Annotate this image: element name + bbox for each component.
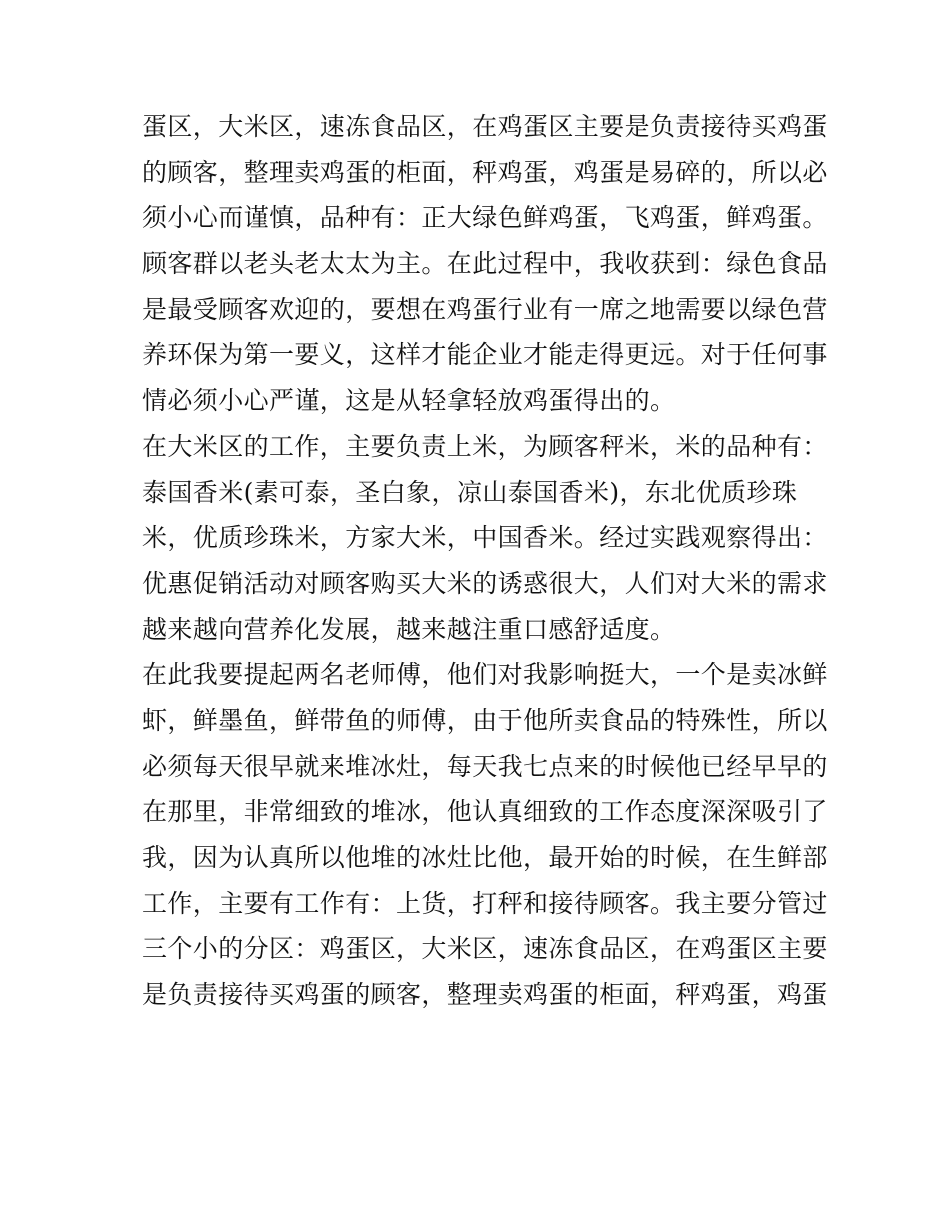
text-line: 工作，主要有工作有：上货，打秤和接待顾客。我主要分管过 xyxy=(142,888,828,918)
text-line: 泰国香米(素可泰，圣白象，凉山泰国香米)，东北优质珍珠 xyxy=(142,477,798,507)
text-line: 虾，鲜墨鱼，鲜带鱼的师傅，由于他所卖食品的特殊性，所以 xyxy=(142,705,828,735)
text-line: 在大米区的工作，主要负责上米，为顾客秤米，米的品种有： xyxy=(142,431,828,461)
text-line: 优惠促销活动对顾客购买大米的诱惑很大，人们对大米的需求 xyxy=(142,568,828,598)
text-line: 须小心而谨慎，品种有：正大绿色鲜鸡蛋，飞鸡蛋，鲜鸡蛋。 xyxy=(142,203,828,233)
text-line: 在此我要提起两名老师傅，他们对我影响挺大，一个是卖冰鲜 xyxy=(142,660,828,690)
body-text xyxy=(142,104,828,1018)
text-line: 的顾客，整理卖鸡蛋的柜面，秤鸡蛋，鸡蛋是易碎的，所以必 xyxy=(142,157,828,187)
text-line: 必须每天很早就来堆冰灶，每天我七点来的时候他已经早早的 xyxy=(142,751,828,781)
text-line: 是负责接待买鸡蛋的顾客，整理卖鸡蛋的柜面，秤鸡蛋，鸡蛋 xyxy=(142,980,828,1010)
text-line: 顾客群以老头老太太为主。在此过程中，我收获到：绿色食品 xyxy=(142,249,828,279)
text-line: 越来越向营养化发展，越来越注重口感舒适度。 xyxy=(142,614,676,644)
text-line: 蛋区，大米区，速冻食品区，在鸡蛋区主要是负责接待买鸡蛋 xyxy=(142,112,828,141)
text-line: 养环保为第一要义，这样才能企业才能走得更远。对于任何事 xyxy=(142,340,828,370)
text-line: 是最受顾客欢迎的，要想在鸡蛋行业有一席之地需要以绿色营 xyxy=(142,294,828,324)
text-line: 米，优质珍珠米，方家大米，中国香米。经过实践观察得出： xyxy=(142,523,828,553)
text-line: 情必须小心严谨，这是从轻拿轻放鸡蛋得出的。 xyxy=(142,386,676,416)
text-line: 我，因为认真所以他堆的冰灶比他，最开始的时候，在生鲜部 xyxy=(142,843,828,872)
text-line: 三个小的分区：鸡蛋区，大米区，速冻食品区，在鸡蛋区主要 xyxy=(142,934,828,964)
text-line: 在那里，非常细致的堆冰，他认真细致的工作态度深深吸引了 xyxy=(142,797,828,827)
